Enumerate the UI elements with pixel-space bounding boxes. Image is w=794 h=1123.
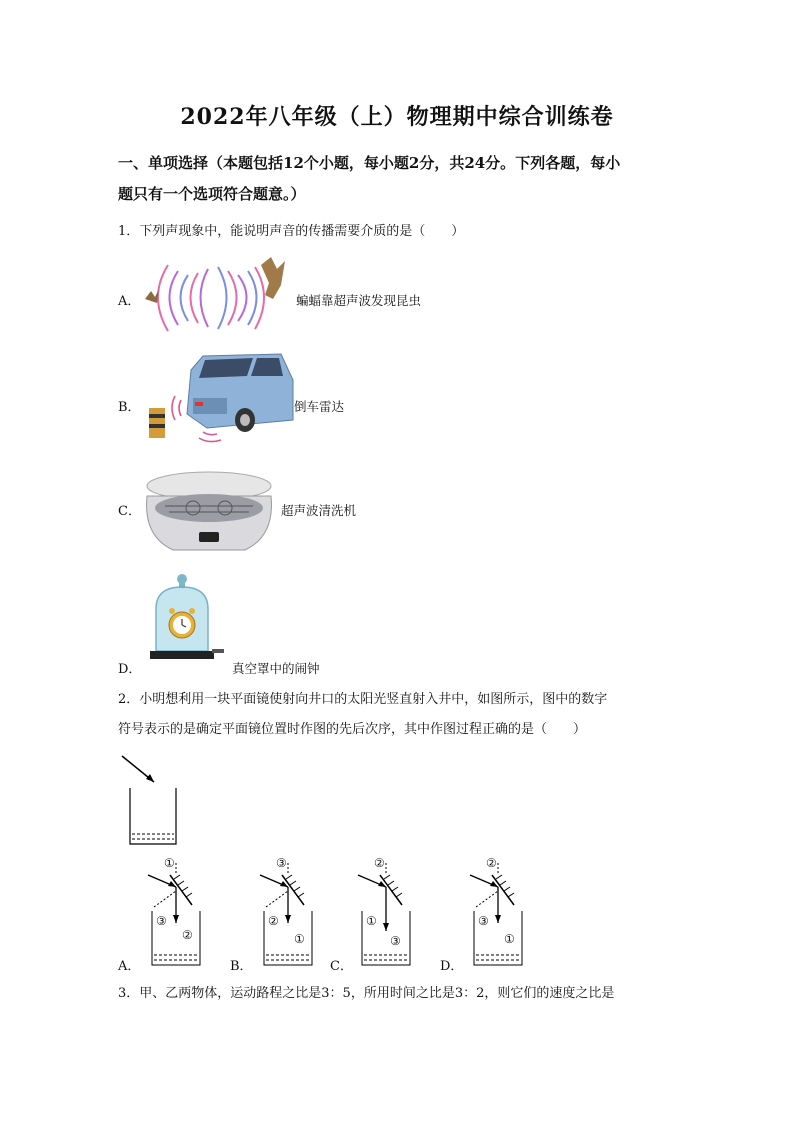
- q2-option-a-label-bottom: ②: [182, 928, 193, 942]
- page-title: 2022年八年级（上）物理期中综合训练卷: [180, 104, 614, 130]
- bat-ultrasound-icon: [143, 255, 293, 340]
- bell-jar-alarm-clock-icon: [150, 573, 230, 668]
- q2-option-d-label-bottom: ①: [504, 932, 515, 946]
- car-reversing-radar-icon: [143, 350, 293, 445]
- q1-option-d-letter: D．: [118, 662, 142, 677]
- q2-option-d-diagram: [462, 855, 532, 970]
- q1-option-d-caption: 真空罩中的闹钟: [232, 661, 320, 676]
- q2-stem-line2: 符号表示的是确定平面镜位置时作图的先后次序，其中作图过程正确的是（ ）: [118, 722, 587, 737]
- q2-stem-line1: 2．小明想利用一块平面镜使射向井口的太阳光竖直射入井中，如图所示，图中的数字: [118, 692, 608, 707]
- section-heading-line1: 一、单项选择（本题包括12个小题，每小题2分，共24分。下列各题，每小: [118, 154, 621, 172]
- q2-option-a-label-top: ①: [164, 856, 175, 870]
- ultrasonic-cleaner-icon: [143, 466, 278, 556]
- q2-option-a-diagram: [140, 855, 210, 970]
- q1-option-a-letter: A．: [118, 294, 141, 309]
- q2-option-b-letter: B．: [230, 959, 253, 974]
- q2-option-b-label-top: ③: [276, 856, 287, 870]
- q2-option-a-letter: A．: [118, 959, 141, 974]
- q1-option-b-caption: 倒车雷达: [294, 399, 345, 414]
- q2-option-d-label-side: ③: [478, 914, 489, 928]
- q2-option-d-letter: D．: [440, 959, 464, 974]
- q1-option-c-caption: 超声波清洗机: [281, 503, 357, 518]
- q2-option-c-label-top: ②: [374, 856, 385, 870]
- q2-option-b-label-side: ②: [268, 914, 279, 928]
- q2-option-b-diagram: [252, 855, 322, 970]
- section-heading: [118, 148, 688, 210]
- section-heading-line2: 题只有一个选项符合题意。）: [118, 185, 306, 203]
- q2-option-a-label-side: ③: [156, 914, 167, 928]
- q2-option-b-label-bottom: ①: [294, 932, 305, 946]
- q1-option-c-letter: C．: [118, 504, 141, 519]
- q2-option-c-letter: C．: [330, 959, 353, 974]
- q1-option-a-caption: 蝙蝠靠超声波发现昆虫: [296, 293, 422, 308]
- q2-option-d-label-top: ②: [486, 856, 497, 870]
- q2-option-c-diagram: [350, 855, 420, 970]
- q1-stem: 1．下列声现象中，能说明声音的传播需要介质的是（ ）: [118, 224, 465, 239]
- q1-option-b-letter: B．: [118, 400, 141, 415]
- q2-well-figure: [118, 752, 188, 852]
- q2-option-c-label-side: ①: [366, 914, 377, 928]
- q3-stem: 3．甲、乙两物体，运动路程之比是3：5，所用时间之比是3：2，则它们的速度之比是: [118, 986, 615, 1001]
- q2-option-c-label-bottom: ③: [390, 934, 401, 948]
